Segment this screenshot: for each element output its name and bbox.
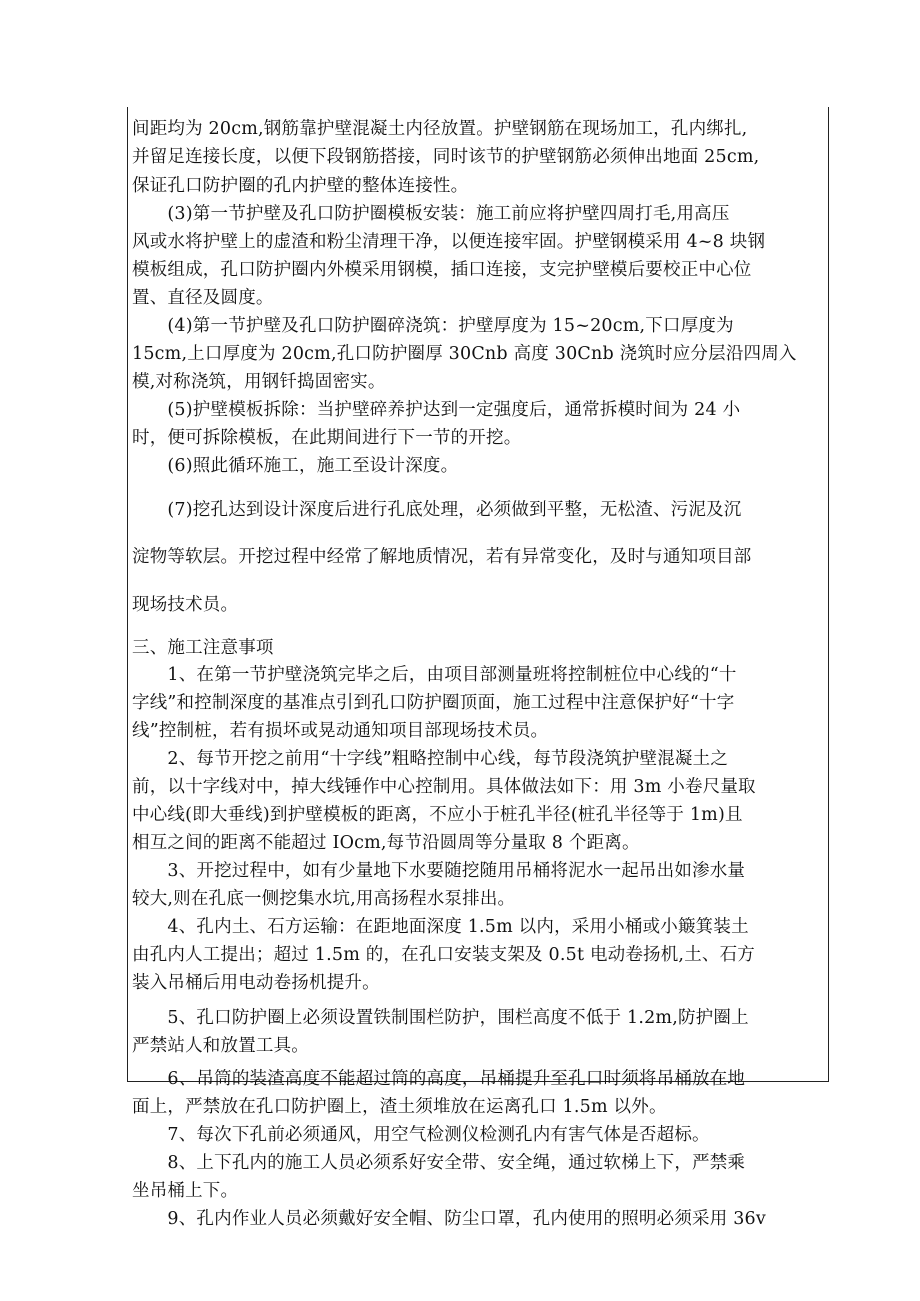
text-line: (6)照此循环施工，施工至设计深度。 (132, 456, 459, 476)
text-line: 前，以十字线对中，掉大线锤作中心控制用。具体做法如下：用 3m 小卷尺量取 (132, 777, 756, 797)
text-line: 装入吊桶后用电动卷扬机提升。 (132, 973, 380, 993)
text-line: (5)护壁模板拆除：当护壁碎养护达到一定强度后，通常拆模时间为 24 小 (132, 400, 741, 420)
text-line: 并留足连接长度，以便下段钢筋搭接，同时该节的护壁钢筋必须伸出地面 25cm, (132, 147, 760, 167)
text-line: 时，便可拆除模板，在此期间进行下一节的开挖。 (132, 428, 522, 448)
text-line: 4、孔内土、石方运输：在距地面深度 1.5m 以内，采用小桶或小簸箕装土 (132, 917, 749, 937)
text-line: 保证孔口防护圈的孔内护壁的整体连接性。 (132, 176, 469, 196)
text-line: 7、每次下孔前必须通风，用空气检测仪检测孔内有害气体是否超标。 (132, 1125, 710, 1145)
text-line: 模,对称浇筑，用钢钎捣固密实。 (132, 372, 386, 392)
text-line: 较大,则在孔底一侧挖集水坑,用高扬程水泵排出。 (132, 889, 516, 909)
text-line: 3、开挖过程中，如有少量地下水要随挖随用吊桶将泥水一起吊出如渗水量 (132, 861, 746, 881)
text-line: 模板组成，孔口防护圈内外模采用钢模，插口连接，支完护壁模后要校正中心位 (132, 260, 752, 280)
text-line: (4)第一节护壁及孔口防护圈碎浇筑：护壁厚度为 15~20cm,下口厚度为 (132, 316, 734, 336)
text-line: 8、上下孔内的施工人员必须系好安全带、安全绳，通过软梯上下，严禁乘 (132, 1153, 746, 1173)
text-line: 面上，严禁放在孔口防护圈上，渣土须堆放在运离孔口 1.5m 以外。 (132, 1097, 667, 1117)
text-line: 9、孔内作业人员必须戴好安全帽、防尘口罩，孔内使用的照明必须采用 36v (132, 1209, 766, 1229)
text-line: 严禁站人和放置工具。 (132, 1036, 309, 1056)
text-line: 6、吊筒的装渣高度不能超过筒的高度，吊桶提升至孔口时须将吊桶放在地 (132, 1069, 746, 1089)
section-heading: 三、施工注意事项 (132, 638, 274, 658)
text-line: 淀物等软层。开挖过程中经常了解地质情况，若有异常变化，及时与通知项目部 (132, 547, 752, 567)
text-line: 线”控制桩，若有损坏或晃动通知项目部现场技术员。 (132, 721, 549, 741)
text-line: 15cm,上口厚度为 20cm,孔口防护圈厚 30Cnb 高度 30Cnb 浇筑时应分层沿四周入 (132, 344, 797, 364)
text-line: 5、孔口防护圈上必须设置铁制围栏防护，围栏高度不低于 1.2m,防护圈上 (132, 1008, 749, 1028)
text-line: 由孔内人工提出；超过 1.5m 的，在孔口安装支架及 0.5t 电动卷扬机,土、石方 (132, 945, 755, 965)
text-line: 中心线(即大垂线)到护壁模板的距离，不应小于桩孔半径(桩孔半径等于 1m)且 (132, 805, 743, 825)
text-line: 1、在第一节护壁浇筑完毕之后，由项目部测量班将控制桩位中心线的“十 (132, 665, 737, 685)
text-line: (3)第一节护壁及孔口防护圈模板安装：施工前应将护壁四周打毛,用高压 (132, 204, 730, 224)
text-line: 现场技术员。 (132, 595, 239, 615)
text-line: 字线”和控制深度的基准点引到孔口防护圈顶面，施工过程中注意保护好“十字 (132, 693, 735, 713)
text-line: (7)挖孔达到设计深度后进行孔底处理，必须做到平整，无松渣、污泥及沉 (132, 500, 742, 520)
text-line: 相互之间的距离不能超过 IOcm,每节沿圆周等分量取 8 个距离。 (132, 833, 640, 853)
text-line: 2、每节开挖之前用“十字线”粗略控制中心线，每节段浇筑护壁混凝土之 (132, 749, 729, 769)
text-line: 置、直径及圆度。 (132, 288, 274, 308)
text-line: 间距均为 20cm,钢筋靠护壁混凝土内径放置。护壁钢筋在现场加工，孔内绑扎, (132, 119, 748, 139)
text-line: 坐吊桶上下。 (132, 1181, 239, 1201)
text-line: 风或水将护壁上的虚渣和粉尘清理干净，以便连接牢固。护壁钢模采用 4~8 块钢 (132, 232, 766, 252)
